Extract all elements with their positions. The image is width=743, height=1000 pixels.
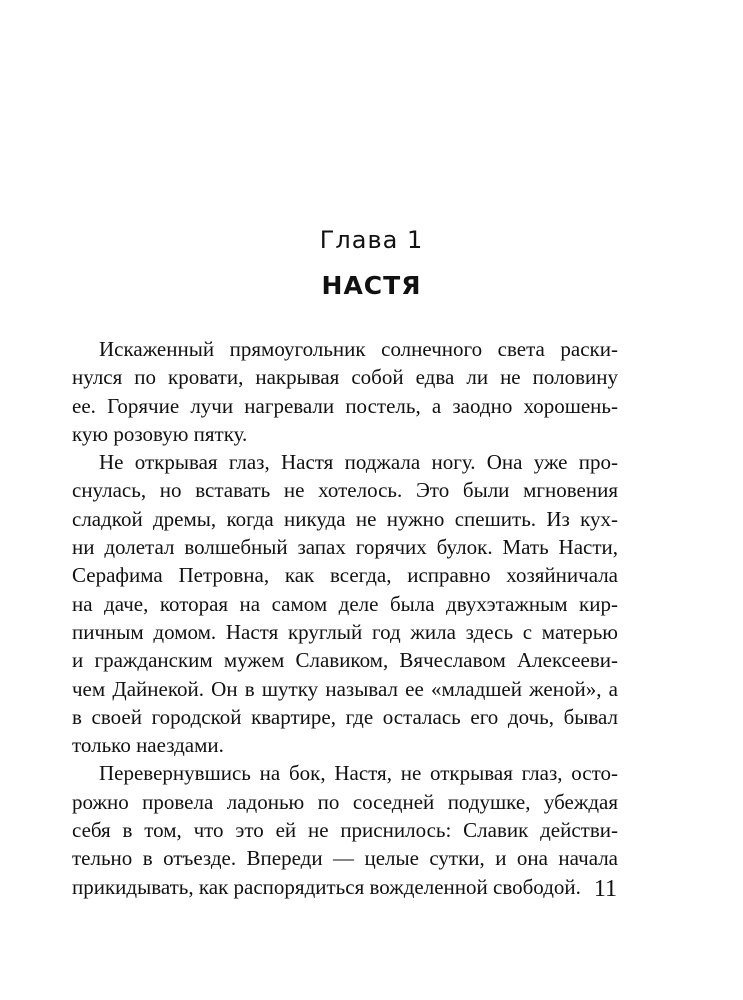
text-line: на даче, которая на самом деле была двухэтажным кир-	[72, 591, 618, 616]
paragraph-2	[72, 448, 618, 759]
text-line: прикидывать, как распорядиться вожделенной свободой.	[72, 874, 581, 899]
text-line: снулась, но вставать не хотелось. Это были мгновения	[72, 478, 618, 503]
chapter-label: Глава 1	[319, 226, 424, 254]
text-line: ни долетал волшебный запах горячих булок. Мать Насти,	[72, 535, 618, 560]
text-line: Искаженный прямоугольник солнечного света раски-	[99, 337, 618, 361]
text-line: себя в том, что это ей не приснилось: Славик действи-	[72, 818, 618, 843]
text-line: рожно провела ладонью по соседней подушке, убеждая	[72, 789, 618, 814]
text-line: чем Дайнекой. Он в шутку называл ее «младшей женой», а	[72, 676, 618, 701]
text-line: только наездами.	[72, 733, 224, 758]
text-line: нулся по кровати, накрывая собой едва ли не половину	[72, 365, 618, 390]
paragraph-1	[72, 335, 618, 448]
chapter-title: НАСТЯ	[321, 271, 422, 300]
page-number: 11	[593, 876, 617, 902]
text-line: Не открывая глаз, Настя поджала ногу. Она уже про-	[99, 450, 618, 475]
text-line: и гражданским мужем Славиком, Вячеславом Алексееви-	[72, 648, 618, 673]
text-line: Перевернувшись на бок, Настя, не открывая глаз, осто-	[99, 761, 618, 786]
paragraph-3	[72, 759, 618, 900]
text-line: пичным домом. Настя круглый год жила здесь с матерью	[72, 619, 618, 644]
text-line: тельно в отъезде. Впереди — целые сутки, и она начала	[72, 846, 618, 871]
text-line: ее. Горячие лучи нагревали постель, а заодно хорошень-	[72, 393, 618, 418]
text-line: кую розовую пятку.	[72, 421, 248, 446]
body-text	[72, 335, 618, 901]
text-line: в своей городской квартире, где осталась его дочь, бывал	[72, 704, 618, 729]
text-line: Серафима Петровна, как всегда, исправно хозяйничала	[72, 563, 618, 588]
text-line: сладкой дремы, когда никуда не нужно спешить. Из кух-	[72, 506, 618, 531]
